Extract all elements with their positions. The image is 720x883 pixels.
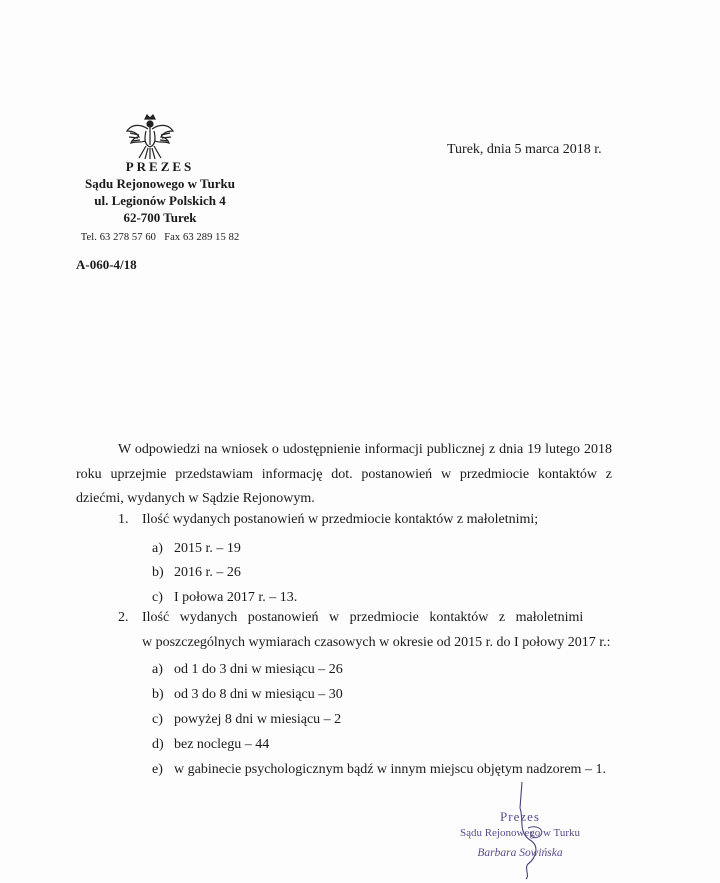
section-1-number: 1. (118, 512, 129, 527)
signature-name: Barbara Sowińska (477, 847, 563, 859)
letter-date: Turek, dnia 5 marca 2018 r. (447, 142, 602, 157)
list-item (152, 712, 341, 728)
list-item-letter: a) (152, 662, 163, 677)
list-item-letter: a) (152, 541, 163, 556)
signature-stamp (440, 808, 600, 862)
list-item-text: I połowa 2017 r. – 13. (174, 590, 298, 605)
list-item-letter: c) (152, 590, 163, 605)
section-2-number: 2. (118, 610, 129, 625)
list-item (152, 662, 343, 678)
signature-court: Sądu Rejonowego w Turku (459, 827, 581, 839)
header-postal: 62-700 Turek (123, 210, 197, 225)
section-1-text: Ilość wydanych postanowień w przedmiocie kontaktów z małoletnimi; (142, 512, 539, 527)
list-item-text: 2016 r. – 26 (174, 565, 241, 580)
list-item-text: powyżej 8 dni w miesiącu – 2 (174, 712, 342, 727)
list-item-text: 2015 r. – 19 (174, 541, 241, 556)
list-item (152, 762, 606, 778)
list-item (152, 590, 297, 606)
list-item-text: w gabinecie psychologicznym bądź w innym miejscu objętym nadzorem – 1. (174, 762, 606, 777)
header-street: ul. Legionów Polskich 4 (94, 193, 226, 208)
signature-title: Prezes (500, 809, 540, 824)
header-title: PREZES (125, 159, 195, 174)
sender-header (60, 158, 260, 246)
list-item-text: od 3 do 8 dni w miesiącu – 30 (174, 687, 343, 702)
list-item (152, 687, 343, 703)
section-2-text-line2: w poszczególnych wymiarach czasowych w okresie od 2015 r. do I połowy 2017 r.: (142, 635, 611, 650)
list-item (152, 565, 241, 581)
section-2-text-line1: Ilość wydanych postanowień w przedmiocie kontaktów z małoletnimi (142, 610, 584, 625)
list-item (152, 541, 241, 557)
intro-text: W odpowiedzi na wniosek o udostępnienie informacji publicznej z dnia 19 lutego 2018 roku uprzejmie przedstawiam informację dot. postanowień w przedmiocie kontaktów z dziećmi, wydanych w Sądzie Rejonowym. (76, 442, 612, 506)
intro-paragraph (76, 438, 612, 512)
section-2-heading (118, 610, 583, 626)
list-item-letter: d) (152, 737, 164, 752)
list-item-letter: b) (152, 565, 164, 580)
list-item-text: od 1 do 3 dni w miesiącu – 26 (174, 662, 343, 677)
list-item (152, 737, 269, 753)
section-1-heading (118, 512, 538, 528)
list-item-letter: b) (152, 687, 164, 702)
list-item-letter: c) (152, 712, 163, 727)
polish-eagle-emblem-icon (125, 113, 175, 161)
list-item-letter: e) (152, 762, 163, 777)
header-court: Sądu Rejonowego w Turku (85, 176, 235, 191)
header-contact: Tel. 63 278 57 60 Fax 63 289 15 82 (80, 232, 240, 243)
reference-number: A-060-4/18 (76, 257, 137, 272)
list-item-text: bez noclegu – 44 (174, 737, 270, 752)
